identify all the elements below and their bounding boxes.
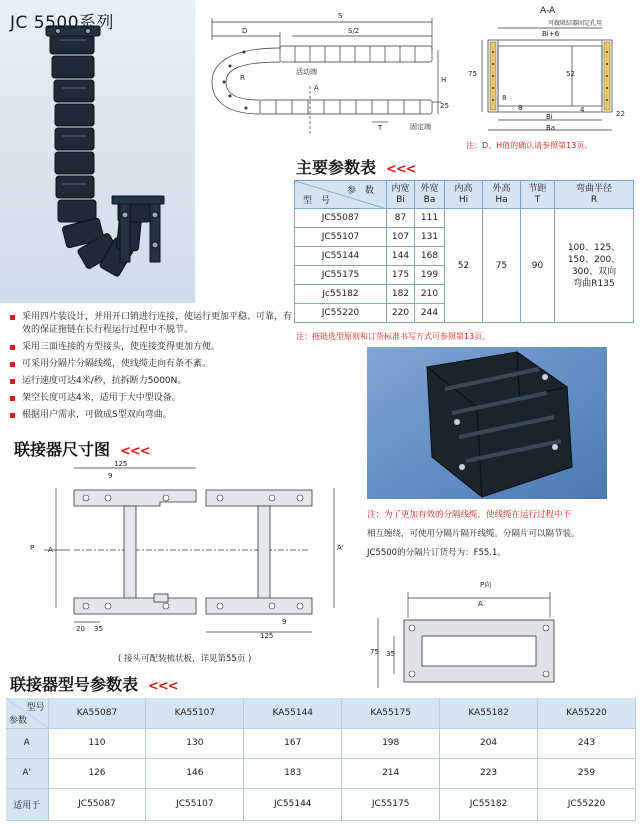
dim-s: S xyxy=(338,12,343,20)
list-item: 根据用户需求，可做成S型双向弯曲。 xyxy=(10,409,292,422)
conn-model: KA55107 xyxy=(146,698,244,728)
col-bi: 内宽 Bi xyxy=(387,181,415,209)
dim-t: T xyxy=(378,124,383,132)
dim-p: P xyxy=(30,544,35,552)
dim-bi: Bi xyxy=(546,113,553,121)
t-value: 90 xyxy=(521,209,555,323)
dim-h: H xyxy=(441,76,447,84)
dim-75: 75 xyxy=(370,648,379,656)
dim-8b: 8 xyxy=(518,104,523,112)
conn-model: KA55220 xyxy=(538,698,636,728)
table-row: Jc55182 182 210 xyxy=(295,285,634,304)
feature-list xyxy=(10,311,292,426)
col-ha: 外高 Ha xyxy=(483,181,521,209)
dim-9-bottom: 9 xyxy=(282,618,287,626)
connector-table xyxy=(6,698,636,821)
col-t: 节距 T xyxy=(521,181,555,209)
p-direction-label: P向 xyxy=(480,581,492,589)
conn-table-title: 联接器型号参数表 <<< xyxy=(10,675,178,694)
conn-table-chevrons: <<< xyxy=(148,679,178,694)
section-mark: A xyxy=(314,84,319,92)
bullet-icon xyxy=(10,362,15,367)
list-item: 架空长度可达4米，适用于大中型设备。 xyxy=(10,392,292,405)
connector-chevrons: <<< xyxy=(120,444,150,459)
dim-125-bottom: 125 xyxy=(260,632,274,640)
dim-a: A xyxy=(478,600,483,608)
separator-note: 注：为了更加有效的分隔线缆，使线缆在运行过程中不 相互缠绕，可使用分隔片隔开线缆。分隔片可以隔节装。 JC5500的分隔片订货号为：F55.1。 xyxy=(367,510,580,558)
side-view-drawing xyxy=(200,10,450,140)
chain-with-separators-illustration xyxy=(367,347,607,499)
dim-75: 75 xyxy=(468,70,477,78)
bullet-icon xyxy=(10,379,15,384)
bullet-icon xyxy=(10,315,15,320)
ha-value: 75 xyxy=(483,209,521,323)
dim-ba: Ba xyxy=(546,124,556,132)
col-r: 弯曲半径 R xyxy=(555,181,634,209)
table-row: JC55144 144 168 xyxy=(295,247,634,266)
dim-a-prime: A' xyxy=(337,544,344,552)
list-item: 运行速度可达4米/秒，抗拆断力5000N。 xyxy=(10,375,292,388)
table-row: 适用于 JC55087 JC55107 JC55144 JC55175 JC55182 JC55220 xyxy=(6,788,636,820)
radius-value: 100、125、 150、200、 300、双向 弯曲R135 xyxy=(555,209,634,323)
dim-125-top: 125 xyxy=(114,460,128,468)
series-title: JC 5500系列 xyxy=(10,13,115,33)
dim-52: 52 xyxy=(566,70,575,78)
connector-drawing xyxy=(20,460,350,640)
spec-table xyxy=(294,180,634,323)
conn-header-row xyxy=(6,698,636,728)
bullet-icon xyxy=(10,413,15,418)
fixed-end-label: 固定端 xyxy=(410,123,431,131)
moving-end-label: 活动端 xyxy=(296,68,317,76)
table-row: A 110 130 167 198 204 243 xyxy=(6,728,636,758)
table-row: JC55220 220 244 xyxy=(295,304,634,323)
conn-model: KA55175 xyxy=(342,698,440,728)
bullet-icon xyxy=(10,345,15,350)
drag-chain-illustration xyxy=(0,0,195,303)
dim-35: 35 xyxy=(386,650,395,658)
conn-model: KA55144 xyxy=(244,698,342,728)
conn-model: KA55087 xyxy=(48,698,146,728)
connector-title: 联接器尺寸图 <<< xyxy=(14,440,150,459)
table-row: JC55087 87 111 52 75 90 100、125、 150、200、 300、双向 弯曲R135 xyxy=(295,209,634,228)
spec-corner-cell: 参 数 型 号 xyxy=(295,181,387,209)
hole-note: 可做联结器固定孔用 xyxy=(548,20,603,27)
table-row: JC55175 175 199 xyxy=(295,266,634,285)
bullet-icon xyxy=(10,396,15,401)
dim-20: 20 xyxy=(76,625,85,633)
dim-4: 4 xyxy=(580,106,585,114)
dim-s-half: S/2 xyxy=(348,27,360,35)
dim-25: 25 xyxy=(440,102,449,110)
list-item: 可采用分隔片分隔线缆，使线缆走向有条不紊。 xyxy=(10,358,292,371)
spec-chevrons: <<< xyxy=(386,162,416,177)
dim-a: A xyxy=(48,546,53,554)
table-row: JC55107 107 131 xyxy=(295,228,634,247)
dim-8a: 8 xyxy=(502,94,507,102)
dim-22: 22 xyxy=(616,110,625,118)
dim-35: 35 xyxy=(94,625,103,633)
spec-note: 注：拖链选型原则和订货标准书写方式可参照第13页。 xyxy=(296,332,491,341)
section-view-drawing xyxy=(462,6,634,138)
separator-drawing xyxy=(370,578,570,688)
dim-r: R xyxy=(240,74,245,82)
section-title: A-A xyxy=(540,6,556,16)
dim-bi-plus-6: Bi+6 xyxy=(542,30,560,38)
list-item: 采用四片装设计，并用开口销进行连接，使运行更加平稳、可靠，有效的保证拖链在长行程运行过程中不脱节。 xyxy=(10,311,292,337)
hi-value: 52 xyxy=(445,209,483,323)
table-row: A' 126 146 183 214 223 259 xyxy=(6,758,636,788)
separator-photo xyxy=(367,347,607,499)
col-hi: 内高 Hi xyxy=(445,181,483,209)
connector-caption: ( 接头可配装梳状板，详见第55页 ) xyxy=(118,654,252,664)
product-photo xyxy=(0,0,195,303)
top-note: 注：D、H值的确认请参照第13页。 xyxy=(466,141,593,150)
dim-9-top: 9 xyxy=(108,472,113,480)
col-ba: 外宽 Ba xyxy=(415,181,445,209)
list-item: 采用三面连接的方型接头，使连接变得更加方便。 xyxy=(10,341,292,354)
conn-model: KA55182 xyxy=(440,698,538,728)
dim-d: D xyxy=(242,27,248,35)
spec-title: 主要参数表 <<< xyxy=(296,158,416,177)
spec-header-row xyxy=(295,181,634,209)
conn-corner-cell: 型号 参数 xyxy=(6,698,48,728)
